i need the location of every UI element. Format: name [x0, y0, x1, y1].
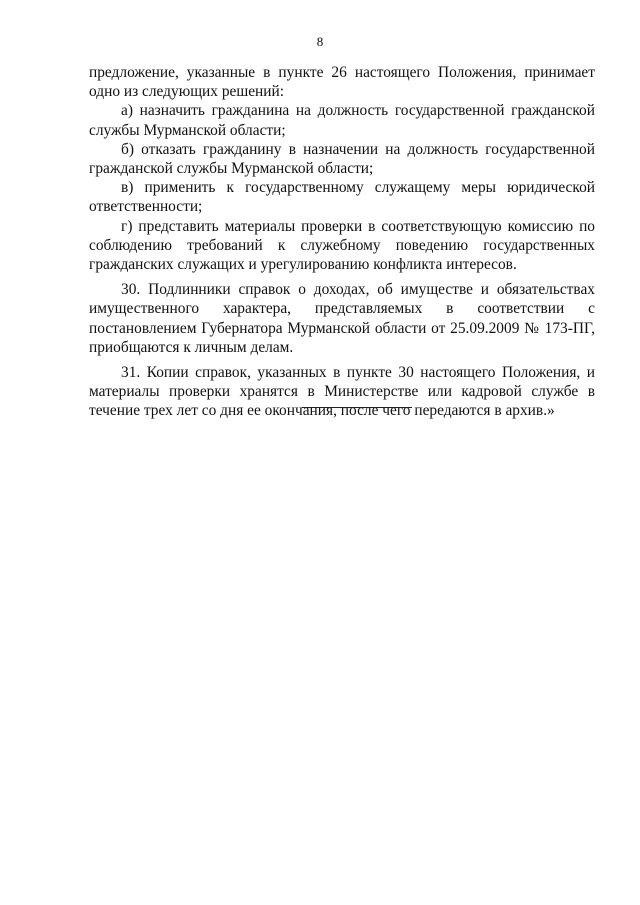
list-item-a: а) назначить гражданина на должность государственной гражданской службы Мурманской области;	[89, 102, 595, 139]
paragraph-31: 31. Копии справок, указанных в пункте 30 настоящего Положения, и материалы проверки хранятся в Министерстве или кадровой службе в течение трех лет со дня ее окончания, после чего передаются в архив.»	[89, 364, 595, 420]
list-item-v: в) применить к государственному служащему меры юридической ответственности;	[89, 179, 595, 216]
paragraph-intro: предложение, указанные в пункте 26 настоящего Положения, принимает одно из следующих решений:	[89, 64, 595, 101]
end-divider-line	[302, 407, 412, 408]
paragraph-30: 30. Подлинники справок о доходах, об имуществе и обязательствах имущественного характера, представляемых в соответствии с постановлением Губернатора Мурманской области от 25.09.2009 № 173-ПГ, приобщаются к личным делам.	[89, 281, 595, 356]
document-body	[89, 63, 595, 421]
list-item-g: г) представить материалы проверки в соответствующую комиссию по соблюдению требований к служебному поведению государственных гражданских служащих и урегулированию конфликта интересов.	[89, 217, 595, 274]
list-item-b: б) отказать гражданину в назначении на должность государственной гражданской службы Мурманской области;	[89, 140, 595, 178]
page-number: 8	[316, 34, 324, 49]
